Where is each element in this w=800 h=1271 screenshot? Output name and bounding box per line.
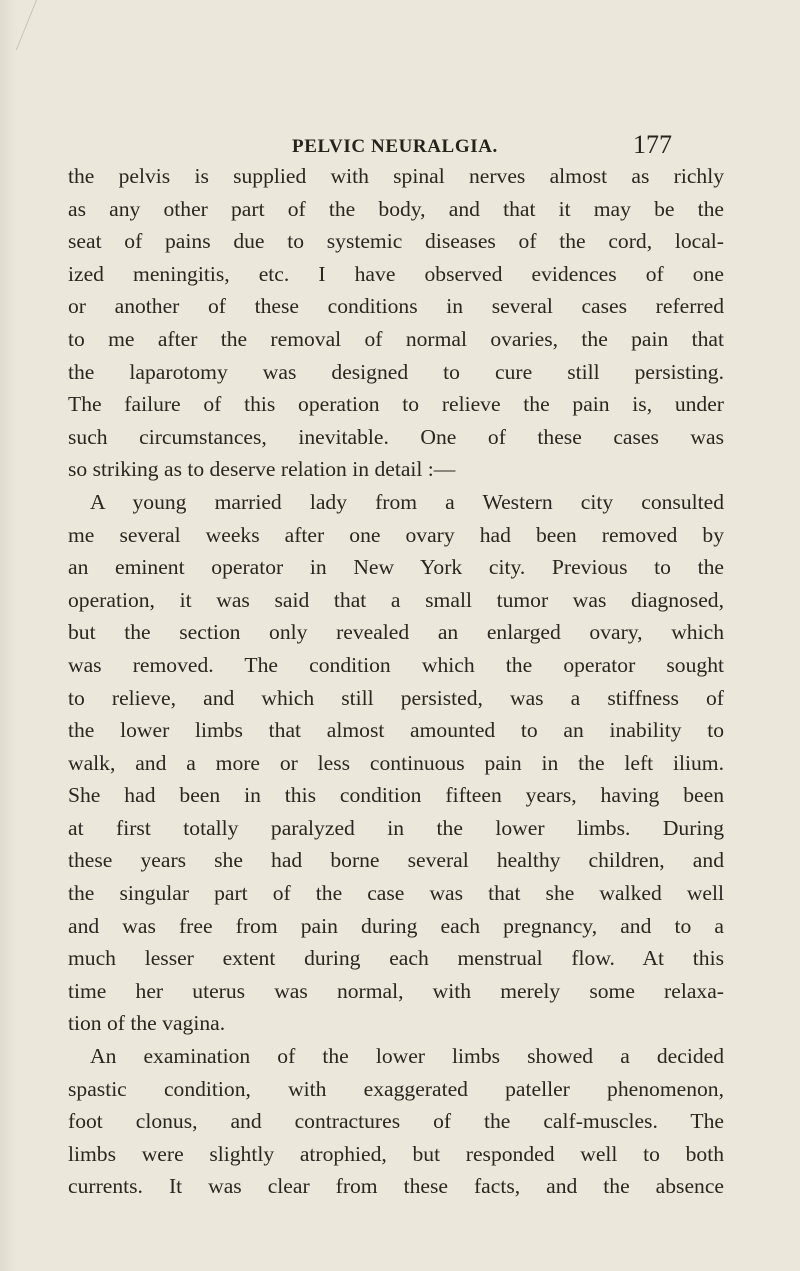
text-line: at first totally paralyzed in the lower limbs. During (68, 815, 724, 840)
text-line: the pelvis is supplied with spinal nerves almost as richly (68, 164, 724, 188)
text-line: operation, it was said that a small tumor was diagnosed, (68, 587, 724, 612)
text-line: tion of the vagina. (68, 1011, 226, 1036)
text-line: these years she had borne several healthy children, and (68, 848, 724, 873)
paragraph-first-line: A young married lady from a Western city consulted (90, 489, 724, 514)
text-line: the lower limbs that almost amounted to an inability to (68, 718, 724, 743)
text-line: to relieve, and which still persisted, was a stiffness of (68, 685, 724, 710)
text-line: ized meningitis, etc. I have observed evidences of one (68, 261, 724, 286)
text-line: the laparotomy was designed to cure still persisting. (68, 359, 724, 384)
text-line: the singular part of the case was that she walked well (68, 881, 724, 906)
text-line: spastic condition, with exaggerated pateller phenomenon, (68, 1076, 724, 1101)
text-line: to me after the removal of normal ovaries, the pain that (68, 326, 724, 351)
page-number: 177 (633, 130, 672, 159)
text-line: seat of pains due to systemic diseases of the cord, local- (68, 229, 724, 254)
text-line: currents. It was clear from these facts, and the absence (68, 1174, 724, 1199)
text-line: was removed. The condition which the operator sought (68, 652, 724, 677)
page-corner-fold (0, 0, 37, 50)
running-head-title: PELVIC NEURALGIA. (292, 136, 498, 157)
text-line: or another of these conditions in several cases referred (68, 294, 724, 319)
paragraph-first-line: An examination of the lower limbs showed a decided (90, 1044, 724, 1069)
text-line: an eminent operator in New York city. Previous to the (68, 555, 724, 580)
text-line: such circumstances, inevitable. One of these cases was (68, 424, 724, 449)
running-head (0, 130, 800, 160)
text-line: The failure of this operation to relieve the pain is, under (68, 392, 724, 417)
text-line: time her uterus was normal, with merely some relaxa- (68, 978, 724, 1003)
body-text (68, 160, 724, 1203)
text-line: limbs were slightly atrophied, but responded well to both (68, 1141, 724, 1166)
text-line: but the section only revealed an enlarged ovary, which (68, 620, 724, 645)
text-line: me several weeks after one ovary had been removed by (68, 522, 724, 547)
text-line: foot clonus, and contractures of the calf-muscles. The (68, 1109, 724, 1134)
text-line: She had been in this condition fifteen years, having been (68, 783, 724, 808)
text-line: walk, and a more or less continuous pain in the left ilium. (68, 750, 724, 775)
text-line: much lesser extent during each menstrual flow. At this (68, 946, 724, 971)
text-line: so striking as to deserve relation in detail :— (68, 457, 456, 482)
text-line: and was free from pain during each pregnancy, and to a (68, 913, 724, 938)
text-line: as any other part of the body, and that it may be the (68, 196, 724, 221)
